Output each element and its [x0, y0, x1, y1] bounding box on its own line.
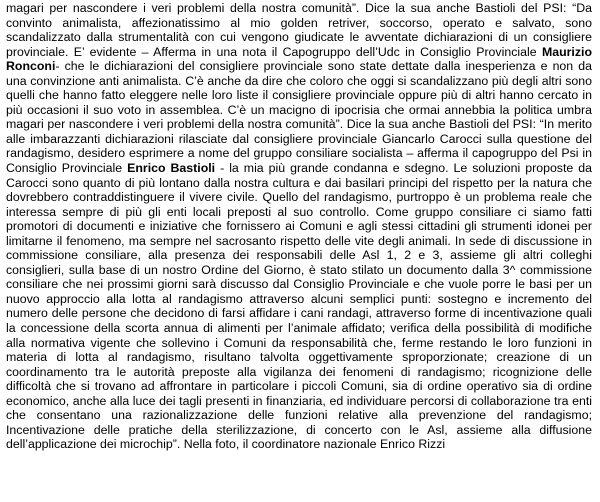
text-segment-3: - la mia più grande condanna e sdegno. Le soluzioni proposte da Carocci sono quanto di più lontano dalla nostra cultura e dai basilari principi del rispetto per la natura che dovrebbero contraddistinguere il vivere civile. Quello del randagismo, purtroppo è un problema reale che interessa sempre di più gli enti locali preposti al suo controllo. Come gruppo consiliare ci siamo fatti promotori di documenti e iniziative che fornissero ai Comuni e agli stessi cittadini gli strumenti idonei per limitarne il fenomeno, ma sempre nel sacrosanto rispetto delle vite degli animali. In sede di discussione in commissione consiliare, alla presenza dei responsabili delle Asl 1, 2 e 3, assieme gli altri colleghi consiglieri, sulla base di un nostro Ordine del Giorno, è stato stilato un documento dalla 3^ commissione consiliare che nei prossimi giorni sarà discusso dal Consiglio Provinciale e che vuole porre le basi per un nuovo approccio alla lotta al randagismo attraverso alcuni semplici punti: sostegno e incremento del numero delle persone che decidono di farsi affidare i cani randagi, attraverso forme di incentivazione quali la concessione della scorta annua di alimenti per l’animale affidato; verifica della possibilità di modifiche alla normativa vigente che sollevino i Comuni da responsabilità che, ferme restando le loro funzioni in materia di lotta al randagismo, risultano talvolta oggettivamente sproporzionate; creazione di un coordinamento tra le autorità preposte alla vigilanza dei fenomeni di randagismo; ricognizione delle difficoltà che si trovano ad affrontare in particolare i piccoli Comuni, sia di ordine operativo sia di ordine economico, anche alla luce dei tagli presenti in finanziaria, ed individuare percorsi di collaborazione tra enti che consentano una razionalizzazione delle funzioni relative alla prevenzione del randagismo; Incentivazione delle pratiche della sterilizzazione, di concerto con le Asl, assieme alla diffusione dell’applicazione dei microchip”. Nella foto, il coordinatore nazionale Enrico Rizzi — [6, 161, 592, 452]
text-segment-2: - che le dichiarazioni del consigliere provinciale sono state dettate dalla inesperienza e non da una convinzione anti animalista. C’è anche da dire che coloro che oggi si scandalizzano più degli altri sono quelli che hanno fatto eleggere nelle loro liste il consigliere provinciale oppure più di altri hanno cercato in più occasioni il suo voto in assemblea. C’è un macigno di ipocrisia che ormai annebbia la politica umbra magari per nascondere i veri problemi della nostra comunità”. Dice la sua anche Bastioli del PSI: “In merito alle imbarazzanti dichiarazioni rilasciate dal consigliere provinciale Giancarlo Carocci sulla questione del randagismo, desidero esprimere a nome del gruppo consiliare socialista – afferma il capogruppo del Psi in Consiglio Provinciale — [6, 59, 592, 176]
article-paragraph — [6, 1, 592, 452]
text-segment-1: magari per nascondere i veri problemi della nostra comunità”. Dice la sua anche Bastioli del PSI: “Da convinto animalista, affezionatissimo al mio golden retriver, soccorso, operato e salvato, sono scandalizzato dalla strumentalità con cui vengono giudicate le avventate dichiarazioni di un consigliere provinciale. E’ evidente – Afferma in una nota il Capogruppo dell’Udc in Consiglio Provinciale — [6, 1, 592, 59]
bold-name-ronconi: Maurizio Ronconi — [6, 44, 592, 74]
bold-name-bastioli: Enrico Bastioli — [127, 161, 216, 176]
